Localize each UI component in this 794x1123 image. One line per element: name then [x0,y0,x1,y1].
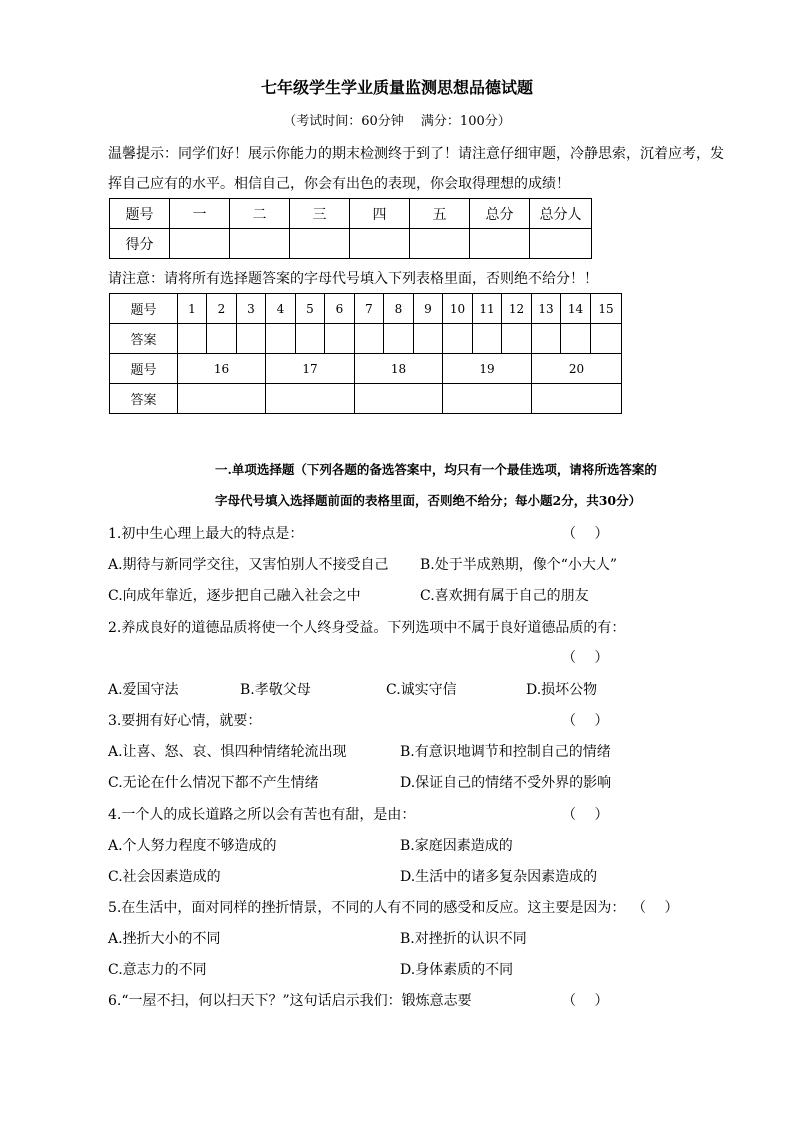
section-heading-line-2: 字母代号填入选择题前面的表格里面，否则绝不给分；每小题2分，共30分） [215,493,642,508]
question-6-stem: 6.“一屋不扫，何以扫天下？”这句话启示我们：锻炼意志要 [108,993,472,1009]
question-5-option-a: A.挫折大小的不同 [108,931,221,947]
question-3-option-a: A.让喜、怒、哀、惧四种情绪轮流出现 [108,744,347,760]
answer-input-cell[interactable] [414,324,443,354]
question-2-option-d: D.损坏公物 [526,682,598,698]
question-5-option-d: D.身体素质的不同 [400,962,514,978]
question-5-option-b: B.对挫折的认识不同 [400,931,527,947]
question-number-cell: 14 [561,294,591,324]
question-4-stem: 4.一个人的成长道路之所以会有苦也有甜，是由： [108,807,416,823]
answer-table [109,293,622,414]
score-header-cell: 总分 [470,199,530,229]
question-3-stem: 3.要拥有好心情，就要： [108,713,262,729]
question-number-cell: 16 [178,354,266,384]
question-1-option-b: B.处于半成熟期，像个“小大人” [420,557,618,573]
answer-blank[interactable]: （ ） [562,650,609,666]
question-3-option-b: B.有意识地调节和控制自己的情绪 [400,744,611,760]
answer-input-cell[interactable] [384,324,414,354]
question-1-option-a: A.期待与新同学交往，又害怕别人不接受自己 [108,557,389,573]
answer-blank[interactable]: （ ） [562,993,609,1009]
exam-title: 七年级学生学业质量监测思想品德试题 [260,78,533,97]
score-header-cell: 一 [170,199,230,229]
answer-input-cell[interactable] [532,384,622,414]
answer-input-cell[interactable] [502,324,532,354]
question-number-cell: 3 [237,294,266,324]
answer-input-cell[interactable] [266,384,355,414]
answer-blank[interactable]: （ ） [562,526,609,542]
answer-input-cell[interactable] [443,384,532,414]
answer-blank[interactable]: （ ） [562,713,609,729]
score-label-number: 题号 [110,199,170,229]
reminder-line-1: 温馨提示：同学们好！展示你能力的期末检测终于到了！请注意仔细审题，冷静思索，沉着应考，发 [108,146,724,162]
score-table [109,198,592,259]
question-number-cell: 4 [266,294,296,324]
score-header-cell: 总分人 [530,199,592,229]
question-1-stem: 1.初中生心理上最大的特点是： [108,526,304,542]
score-input-cell[interactable] [230,229,290,259]
score-header-cell: 三 [290,199,350,229]
answer-input-cell[interactable] [237,324,266,354]
answer-input-cell[interactable] [325,324,355,354]
answer-input-cell[interactable] [561,324,591,354]
question-4-option-c: C.社会因素造成的 [108,869,221,885]
answer-input-cell[interactable] [178,324,207,354]
question-number-cell: 7 [355,294,384,324]
answer-blank[interactable]: （ ） [632,900,679,916]
answer-input-cell[interactable] [207,324,237,354]
section-heading-line-1: 一.单项选择题（下列各题的备选答案中，均只有一个最佳选项，请将所选答案的 [215,462,657,477]
answer-blank[interactable]: （ ） [562,807,609,823]
answer-label-number: 题号 [110,354,178,384]
question-4-option-d: D.生活中的诸多复杂因素造成的 [400,869,598,885]
question-4-option-b: B.家庭因素造成的 [400,838,513,854]
question-2-option-c: C.诚实守信 [386,682,457,698]
answer-input-cell[interactable] [296,324,325,354]
answer-label-number: 题号 [110,294,178,324]
score-input-cell[interactable] [170,229,230,259]
answer-input-cell[interactable] [266,324,296,354]
question-number-cell: 17 [266,354,355,384]
answer-input-cell[interactable] [443,324,473,354]
question-number-cell: 19 [443,354,532,384]
question-5-option-c: C.意志力的不同 [108,962,207,978]
question-number-cell: 18 [355,354,443,384]
answer-label-answer: 答案 [110,384,178,414]
question-1-option-c: C.向成年靠近，逐步把自己融入社会之中 [108,588,361,604]
question-1-option-d: C.喜欢拥有属于自己的朋友 [420,588,589,604]
question-number-cell: 20 [532,354,622,384]
answer-notice: 请注意：请将所有选择题答案的字母代号填入下列表格里面，否则绝不给分！！ [108,271,598,287]
question-2-option-b: B.孝敬父母 [240,682,311,698]
answer-input-cell[interactable] [355,324,384,354]
score-label-score: 得分 [110,229,170,259]
question-number-cell: 12 [502,294,532,324]
question-number-cell: 2 [207,294,237,324]
question-number-cell: 6 [325,294,355,324]
answer-input-cell[interactable] [591,324,622,354]
score-input-cell[interactable] [470,229,530,259]
score-header-cell: 二 [230,199,290,229]
answer-input-cell[interactable] [355,384,443,414]
question-2-stem: 2.养成良好的道德品质将使一个人终身受益。下列选项中不属于良好道德品质的有： [108,620,626,636]
score-input-cell[interactable] [530,229,592,259]
answer-number-row-1 [110,294,622,324]
question-3-option-d: D.保证自己的情绪不受外界的影响 [400,775,612,791]
question-number-cell: 15 [591,294,622,324]
question-number-cell: 1 [178,294,207,324]
question-number-cell: 13 [532,294,561,324]
score-header-cell: 五 [410,199,470,229]
answer-label-answer: 答案 [110,324,178,354]
exam-subtitle: （考试时间：60分钟 满分：100分） [283,114,511,129]
question-number-cell: 11 [473,294,502,324]
question-number-cell: 9 [414,294,443,324]
answer-input-cell[interactable] [178,384,266,414]
question-number-cell: 8 [384,294,414,324]
score-input-cell[interactable] [290,229,350,259]
score-input-cell[interactable] [410,229,470,259]
score-table-header-row [110,199,592,229]
question-5-stem: 5.在生活中，面对同样的挫折情景，不同的人有不同的感受和反应。这主要是因为： [108,900,626,916]
question-number-cell: 5 [296,294,325,324]
question-4-option-a: A.个人努力程度不够造成的 [108,838,277,854]
answer-input-row-1 [110,324,622,354]
answer-number-row-2 [110,354,622,384]
answer-input-cell[interactable] [473,324,502,354]
question-2-option-a: A.爱国守法 [108,682,179,698]
reminder-line-2: 挥自己应有的水平。相信自己，你会有出色的表现，你会取得理想的成绩！ [108,176,570,192]
score-input-cell[interactable] [350,229,410,259]
question-number-cell: 10 [443,294,473,324]
question-3-option-c: C.无论在什么情况下都不产生情绪 [108,775,319,791]
answer-input-row-2 [110,384,622,414]
score-table-score-row [110,229,592,259]
answer-input-cell[interactable] [532,324,561,354]
score-header-cell: 四 [350,199,410,229]
